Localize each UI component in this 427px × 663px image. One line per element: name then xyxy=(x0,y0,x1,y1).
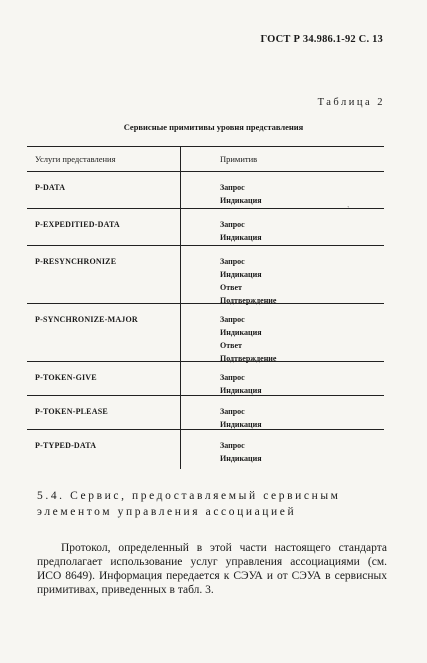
table-row xyxy=(27,304,384,362)
table-column-divider xyxy=(180,146,181,469)
stray-mark: ˋ xyxy=(347,205,350,214)
table-body xyxy=(27,172,384,469)
primitive-item: Запрос xyxy=(220,407,245,416)
primitive-list xyxy=(182,362,384,397)
primitive-item: Ответ xyxy=(220,283,242,292)
primitive-list xyxy=(182,430,384,465)
primitive-item: Ответ xyxy=(220,341,242,350)
table-row xyxy=(27,396,384,430)
primitive-item: Запрос xyxy=(220,220,245,229)
primitive-item: Запрос xyxy=(220,315,245,324)
primitive-item: Индикация xyxy=(220,328,262,337)
table-row xyxy=(27,246,384,304)
primitive-item: Запрос xyxy=(220,257,245,266)
table-row xyxy=(27,430,384,469)
page-header: ГОСТ Р 34.986.1-92 С. 13 xyxy=(260,34,383,45)
body-paragraph xyxy=(37,541,387,597)
service-name: P-EXPEDITIED-DATA xyxy=(35,220,120,229)
primitive-item: Запрос xyxy=(220,441,245,450)
primitive-list xyxy=(182,396,384,431)
column-header-primitive: Примитив xyxy=(220,154,258,164)
primitive-item: Индикация xyxy=(220,196,262,205)
primitive-list xyxy=(182,172,384,207)
primitive-list xyxy=(182,304,384,365)
service-name: P-SYNCHRONIZE-MAJOR xyxy=(35,315,138,324)
table-row xyxy=(27,209,384,246)
primitive-item: Запрос xyxy=(220,373,245,382)
section-title: 5.4. Сервис, предоставляемый сервисным элементом управления ассоциацией xyxy=(37,490,341,518)
primitive-list xyxy=(182,209,384,244)
primitive-list xyxy=(182,246,384,307)
table-caption: Сервисные примитивы уровня представления xyxy=(123,122,304,132)
primitive-item: Индикация xyxy=(220,270,262,279)
paragraph-text: Протокол, определенный в этой части настоящего стандарта предполагает использование услуг управления ассоциациями (см. ИСО 8649). Информация передается к СЭУА и от СЭУА в сервисных примитивах, приведенных в табл. 3. xyxy=(37,542,387,596)
primitive-item: Подтверждение xyxy=(220,354,277,363)
service-name: P-TYPED-DATA xyxy=(35,441,97,450)
table-number-label: Таблица 2 xyxy=(317,97,385,108)
primitive-item: Индикация xyxy=(220,454,262,463)
service-name: P-TOKEN-GIVE xyxy=(35,373,97,382)
service-name: P-TOKEN-PLEASE xyxy=(35,407,108,416)
primitive-item: Запрос xyxy=(220,183,245,192)
table-row xyxy=(27,362,384,396)
service-name: P-RESYNCHRONIZE xyxy=(35,257,117,266)
service-name: P-DATA xyxy=(35,183,66,192)
primitive-item: Подтверждение xyxy=(220,296,277,305)
primitive-item: Индикация xyxy=(220,233,262,242)
primitive-item: Индикация xyxy=(220,386,262,395)
column-header-services: Услуги представления xyxy=(35,154,116,164)
table-row xyxy=(27,172,384,209)
primitive-item: Индикация xyxy=(220,420,262,429)
table-header-row xyxy=(27,147,384,172)
primitives-table xyxy=(27,146,384,469)
